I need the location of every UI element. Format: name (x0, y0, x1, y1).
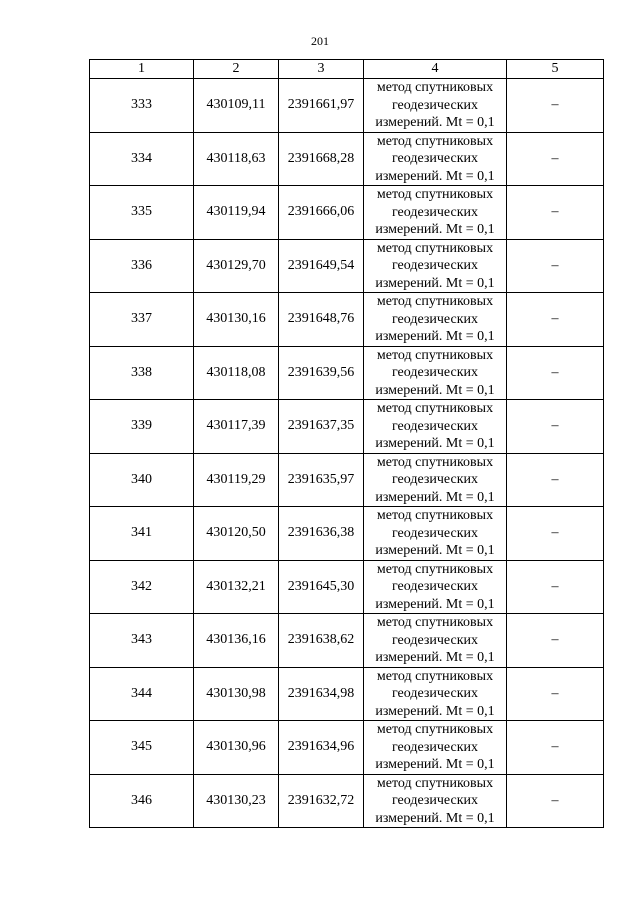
method-line: метод спутниковых (376, 722, 494, 737)
description-cell: – (507, 774, 604, 828)
method-line: геодезических (391, 579, 478, 594)
method-line: измерений. Mt = 0,1 (375, 703, 495, 719)
point-number-cell: 338 (90, 346, 194, 400)
table-row (90, 132, 604, 186)
method-cell (364, 507, 507, 561)
method-line: измерений. Mt = 0,1 (375, 222, 495, 237)
method-cell (364, 453, 507, 507)
method-line: геодезических (391, 311, 478, 327)
point-number-cell: 341 (90, 507, 194, 561)
column-header-4: 4 (364, 60, 507, 79)
y-coordinate-cell: 2391639,56 (279, 346, 364, 400)
page-number: 201 (311, 34, 329, 48)
method-line: метод спутниковых (376, 401, 494, 416)
method-line: геодезических (391, 418, 478, 434)
table-row (90, 774, 604, 828)
method-cell (364, 560, 507, 614)
method-cell (364, 667, 507, 721)
y-coordinate-cell: 2391632,72 (279, 774, 364, 828)
x-coordinate-cell: 430119,29 (194, 453, 279, 507)
point-number-cell: 334 (90, 132, 194, 186)
method-cell (364, 293, 507, 347)
method-cell (364, 239, 507, 293)
point-number-cell: 339 (90, 400, 194, 454)
method-line: метод спутниковых (376, 615, 494, 630)
y-coordinate-cell: 2391668,28 (279, 132, 364, 186)
table-row (90, 400, 604, 454)
table-row (90, 79, 604, 133)
method-line: метод спутниковых (376, 347, 494, 363)
table-row (90, 186, 604, 240)
y-coordinate-cell: 2391637,35 (279, 400, 364, 454)
description-cell: – (507, 507, 604, 561)
table-row (90, 667, 604, 721)
table-row (90, 560, 604, 614)
method-line: измерений. Mt = 0,1 (375, 436, 495, 451)
point-number-cell: 337 (90, 293, 194, 347)
x-coordinate-cell: 430130,98 (194, 667, 279, 721)
method-cell (364, 614, 507, 668)
column-header-5: 5 (507, 60, 604, 79)
point-number-cell: 335 (90, 186, 194, 240)
method-line: измерений. Mt = 0,1 (375, 115, 495, 130)
y-coordinate-cell: 2391661,97 (279, 79, 364, 133)
x-coordinate-cell: 430109,11 (194, 79, 279, 133)
method-line: метод спутниковых (376, 454, 494, 470)
method-line: геодезических (391, 97, 478, 113)
description-cell: – (507, 79, 604, 133)
method-cell (364, 132, 507, 186)
point-number-cell: 340 (90, 453, 194, 507)
x-coordinate-cell: 430129,70 (194, 239, 279, 293)
y-coordinate-cell: 2391636,38 (279, 507, 364, 561)
method-line: измерений. Mt = 0,1 (375, 382, 495, 398)
table-row (90, 507, 604, 561)
point-number-cell: 336 (90, 239, 194, 293)
description-cell: – (507, 186, 604, 240)
table-body (90, 79, 604, 828)
method-line: метод спутниковых (376, 80, 494, 95)
column-header-1: 1 (90, 60, 194, 79)
method-line: измерений. Mt = 0,1 (375, 757, 495, 772)
y-coordinate-cell: 2391648,76 (279, 293, 364, 347)
table-row (90, 614, 604, 668)
x-coordinate-cell: 430120,50 (194, 507, 279, 561)
description-cell: – (507, 614, 604, 668)
point-number-cell: 346 (90, 774, 194, 828)
method-line: измерений. Mt = 0,1 (375, 810, 495, 826)
table-row (90, 721, 604, 775)
table-row (90, 293, 604, 347)
x-coordinate-cell: 430130,16 (194, 293, 279, 347)
description-cell: – (507, 667, 604, 721)
point-number-cell: 333 (90, 79, 194, 133)
method-line: геодезических (391, 472, 478, 487)
method-line: геодезических (391, 365, 478, 380)
method-line: измерений. Mt = 0,1 (375, 168, 495, 184)
method-cell (364, 774, 507, 828)
method-line: метод спутниковых (376, 668, 494, 684)
y-coordinate-cell: 2391635,97 (279, 453, 364, 507)
x-coordinate-cell: 430136,16 (194, 614, 279, 668)
x-coordinate-cell: 430130,23 (194, 774, 279, 828)
point-number-cell: 343 (90, 614, 194, 668)
method-line: геодезических (391, 686, 478, 701)
description-cell: – (507, 293, 604, 347)
method-line: геодезических (391, 525, 478, 541)
y-coordinate-cell: 2391638,62 (279, 614, 364, 668)
method-line: метод спутниковых (376, 294, 494, 309)
description-cell: – (507, 132, 604, 186)
table-row (90, 346, 604, 400)
method-line: метод спутниковых (376, 240, 494, 256)
point-number-cell: 344 (90, 667, 194, 721)
method-cell (364, 79, 507, 133)
method-line: измерений. Mt = 0,1 (375, 489, 495, 505)
method-line: измерений. Mt = 0,1 (375, 275, 495, 291)
description-cell: – (507, 400, 604, 454)
x-coordinate-cell: 430130,96 (194, 721, 279, 775)
method-line: измерений. Mt = 0,1 (375, 329, 495, 344)
method-line: геодезических (391, 739, 478, 755)
method-line: метод спутниковых (376, 508, 494, 523)
method-line: геодезических (391, 151, 478, 166)
y-coordinate-cell: 2391666,06 (279, 186, 364, 240)
method-line: метод спутниковых (376, 775, 494, 791)
point-number-cell: 345 (90, 721, 194, 775)
method-line: измерений. Mt = 0,1 (375, 543, 495, 558)
y-coordinate-cell: 2391645,30 (279, 560, 364, 614)
x-coordinate-cell: 430117,39 (194, 400, 279, 454)
method-line: метод спутниковых (376, 133, 494, 149)
column-header-2: 2 (194, 60, 279, 79)
y-coordinate-cell: 2391634,96 (279, 721, 364, 775)
method-cell (364, 186, 507, 240)
x-coordinate-cell: 430119,94 (194, 186, 279, 240)
method-line: измерений. Mt = 0,1 (375, 650, 495, 665)
description-cell: – (507, 346, 604, 400)
table-row (90, 453, 604, 507)
method-line: метод спутниковых (376, 561, 494, 577)
description-cell: – (507, 560, 604, 614)
column-header-3: 3 (279, 60, 364, 79)
y-coordinate-cell: 2391649,54 (279, 239, 364, 293)
method-line: метод спутниковых (376, 187, 494, 202)
method-cell (364, 400, 507, 454)
y-coordinate-cell: 2391634,98 (279, 667, 364, 721)
method-line: геодезических (391, 258, 478, 273)
x-coordinate-cell: 430118,08 (194, 346, 279, 400)
table-header-row (90, 60, 604, 79)
description-cell: – (507, 721, 604, 775)
x-coordinate-cell: 430118,63 (194, 132, 279, 186)
x-coordinate-cell: 430132,21 (194, 560, 279, 614)
method-line: измерений. Mt = 0,1 (375, 596, 495, 612)
point-number-cell: 342 (90, 560, 194, 614)
method-line: геодезических (391, 632, 478, 648)
method-line: геодезических (391, 793, 478, 808)
method-cell (364, 721, 507, 775)
method-cell (364, 346, 507, 400)
coordinates-table (89, 59, 604, 828)
table-row (90, 239, 604, 293)
description-cell: – (507, 239, 604, 293)
method-line: геодезических (391, 204, 478, 220)
description-cell: – (507, 453, 604, 507)
